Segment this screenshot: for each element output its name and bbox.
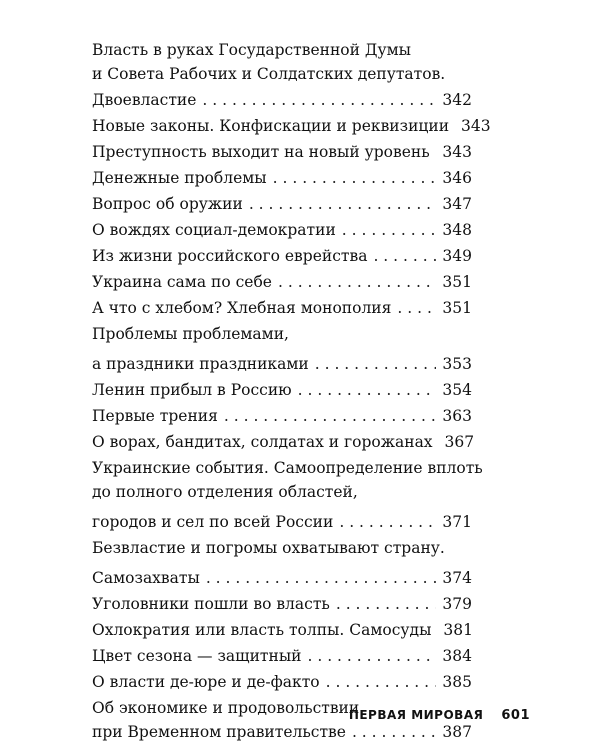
toc-entry-title: а праздники праздниками — [92, 355, 309, 373]
dot-leader — [315, 352, 437, 376]
dot-leader — [336, 592, 437, 616]
toc-entry-title: Охлократия или власть толпы. Самосуды — [92, 621, 432, 639]
toc-entry-page: 343 — [461, 117, 491, 135]
toc-entry-page: 342 — [442, 91, 472, 109]
toc-entry-page: 349 — [442, 247, 472, 265]
dot-leader — [342, 218, 437, 242]
toc-entry-page: 348 — [442, 221, 472, 239]
toc-entry-page: 343 — [442, 143, 472, 161]
toc-entry-title: до полного отделения областей, — [92, 483, 358, 501]
toc-entry — [92, 536, 472, 560]
toc-entry-title: при Временном правительстве — [92, 723, 346, 741]
toc-entry-page: 347 — [442, 195, 472, 213]
toc-entry-page: 381 — [443, 621, 473, 639]
toc-entry-title: Цвет сезона — защитный — [92, 647, 302, 665]
toc-entry — [92, 38, 472, 86]
dot-leader — [339, 510, 436, 534]
dot-leader — [436, 140, 437, 164]
toc-entry-title: Украинские события. Самоопределение вплоть — [92, 459, 483, 477]
toc-entry-title: Первые трения — [92, 407, 218, 425]
dot-leader — [278, 270, 436, 294]
page-footer — [349, 708, 530, 723]
dot-leader — [298, 378, 437, 402]
toc-entry — [92, 352, 472, 376]
toc-entry-page: 354 — [442, 381, 472, 399]
toc-entry-title: Вопрос об оружии — [92, 195, 243, 213]
toc-entry-title: Самозахваты — [92, 569, 200, 587]
toc-entry-title: Денежные проблемы — [92, 169, 267, 187]
toc-entry — [92, 670, 472, 694]
toc-entry — [92, 218, 472, 242]
toc-entry — [92, 618, 472, 642]
toc-entry — [92, 244, 472, 268]
toc-entry-title: Об экономике и продовольствии — [92, 699, 360, 717]
toc-entry-page: 363 — [442, 407, 472, 425]
toc-entry — [92, 114, 491, 138]
toc-entry-page: 379 — [442, 595, 472, 613]
toc-entry-title: Украина сама по себе — [92, 273, 272, 291]
toc-entry-page: 387 — [442, 723, 472, 741]
dot-leader — [224, 404, 437, 428]
dot-leader — [397, 296, 436, 320]
dot-leader — [373, 244, 436, 268]
toc-entry-title: Из жизни российского еврейства — [92, 247, 368, 265]
toc-entry-title: Проблемы проблемами, — [92, 325, 289, 343]
toc-entry-page: 367 — [444, 433, 475, 451]
toc-entry — [92, 644, 472, 668]
toc-entry-page: 351 — [442, 299, 472, 317]
toc-entry-page: 371 — [442, 513, 472, 531]
toc-entry-page: 385 — [442, 673, 472, 691]
toc-entry — [92, 166, 472, 190]
toc-entry — [92, 378, 472, 402]
dot-leader — [308, 644, 437, 668]
toc-entry-page: 351 — [442, 273, 472, 291]
toc-entry-title: Ленин прибыл в Россию — [92, 381, 292, 399]
toc-entry — [92, 270, 472, 294]
dot-leader — [206, 566, 437, 590]
running-title: ПЕРВАЯ МИРОВАЯ — [348, 708, 484, 722]
toc-entry-title: О власти де-юре и де-факто — [92, 673, 320, 691]
toc-entry-title: Власть в руках Государственной Думы — [92, 41, 412, 59]
dot-leader — [352, 720, 436, 744]
table-of-contents — [92, 38, 491, 746]
dot-leader — [273, 166, 437, 190]
toc-entry-title: Преступность выходит на новый уровень — [92, 143, 430, 161]
toc-entry-title: и Совета Рабочих и Солдатских депутатов. — [92, 65, 446, 83]
toc-entry-title: Новые законы. Конфискации и реквизиции — [92, 117, 450, 135]
toc-entry — [92, 404, 472, 428]
toc-entry-title: Двоевластие — [92, 91, 197, 109]
toc-entry-title: городов и сел по всей России — [92, 513, 334, 531]
toc-entry-title: Уголовники пошли во власть — [92, 595, 330, 613]
toc-entry-page: 384 — [442, 647, 472, 665]
dot-leader — [249, 192, 437, 216]
dot-leader — [326, 670, 437, 694]
toc-entry — [92, 456, 483, 504]
toc-entry-page: 346 — [442, 169, 472, 187]
toc-entry — [92, 140, 472, 164]
toc-entry — [92, 430, 475, 454]
toc-entry — [92, 88, 472, 112]
toc-entry — [92, 510, 472, 534]
toc-entry — [92, 592, 472, 616]
toc-entry — [92, 566, 472, 590]
page-number: 601 — [501, 708, 530, 723]
toc-entry-title: О вождях социал-демократии — [92, 221, 336, 239]
toc-entry — [92, 322, 472, 346]
toc-entry-page: 353 — [442, 355, 472, 373]
toc-entry — [92, 296, 472, 320]
toc-entry-page: 374 — [442, 569, 472, 587]
toc-entry-title: Безвластие и погромы охватывают страну. — [92, 539, 445, 557]
dot-leader — [202, 88, 436, 112]
toc-entry — [92, 192, 472, 216]
toc-entry-title: А что с хлебом? Хлебная монополия — [92, 299, 392, 317]
toc-entry-title: О ворах, бандитах, солдатах и горожанах — [92, 433, 433, 451]
